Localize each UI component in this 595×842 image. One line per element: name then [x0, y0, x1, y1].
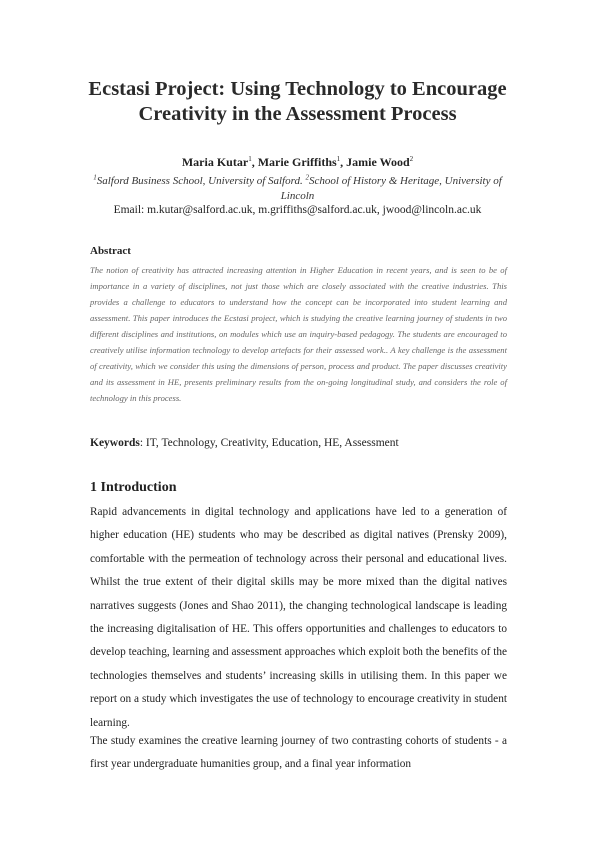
author-name: Jamie Wood: [346, 155, 410, 169]
author-name: Marie Griffiths: [257, 155, 337, 169]
author-name: Maria Kutar: [181, 155, 249, 169]
affiliations: [90, 174, 505, 204]
email-addresses: m.kutar@salford.ac.uk, m.griffiths@salford.ac.uk, jwood@lincoln.ac.uk: [147, 204, 482, 216]
paper-title: Ecstasi Project: Using Technology to Encourage Creativity in the Assessment Process: [88, 78, 507, 125]
author-affiliation-marker: 2: [409, 155, 414, 163]
section-heading: 1 Introduction: [90, 480, 177, 495]
affiliation-text: School of History & Heritage, University of Lincoln: [280, 175, 502, 202]
affiliation-marker: 2: [305, 173, 309, 182]
author-list: Maria Kutar$^1$, Marie Griffiths$^1$, Jamie Wood$^2$: [181, 155, 414, 169]
email-label: Email:: [113, 204, 145, 216]
abstract-heading: Abstract: [90, 245, 131, 257]
affiliation-marker: 1: [93, 173, 97, 182]
body-paragraph: The study examines the creative learning journey of two contrasting cohorts of students - a first year undergraduate humanities group, and a final year information: [90, 735, 507, 771]
author-affiliation-marker: 1: [248, 155, 252, 163]
email-line: [40, 203, 555, 218]
author-affiliation-marker: 1: [336, 155, 341, 163]
abstract-text: The notion of creativity has attracted increasing attention in Higher Education in recent years, and is seen to be of importance in a variety of disciplines, not just those which are closely associated with the creative industries. This provides a challenge to educators to understand how the concept can be incorporated into student learning and assessment. This paper introduces the Ecstasi project, which is studying the creative learning journey of students in two different disciplines and institutions, on modules which use an inquiry-based pedagogy. The students are encouraged to creatively utilise information technology to develop artefacts for their assessed work.. A key challenge is the assessment of creativity, which we consider this using the dimensions of person, process and product. The paper discusses creativity and its assessment in HE, presents preliminary results from the on-going longitudinal study, and considers the role of technology in this process.: [90, 265, 507, 403]
keywords-label: Keywords: [90, 437, 140, 449]
keywords-list: : IT, Technology, Creativity, Education, HE, Assessment: [139, 437, 399, 449]
body-paragraph: Rapid advancements in digital technology and applications have led to a generation of higher education (HE) students who may be described as digital natives (Prensky 2009), comfortable with the permeation of technology across their personal and educational lives. Whilst the true extent of their digital skills may be more mixed than the digital natives narratives suggests (Jones and Shao 2011), the changing technological landscape is leading the increasing digitalisation of HE. This offers opportunities and challenges to educators to develop teaching, learning and assessment approaches which exploit both the benefits of the technologies themselves and students’ increasing skills in utilising them. In this paper we report on a study which investigates the use of technology to encourage creativity in student learning.: [90, 506, 507, 729]
keywords-line: [90, 437, 399, 449]
affiliation-text: Salford Business School, University of Salford.: [96, 175, 303, 187]
